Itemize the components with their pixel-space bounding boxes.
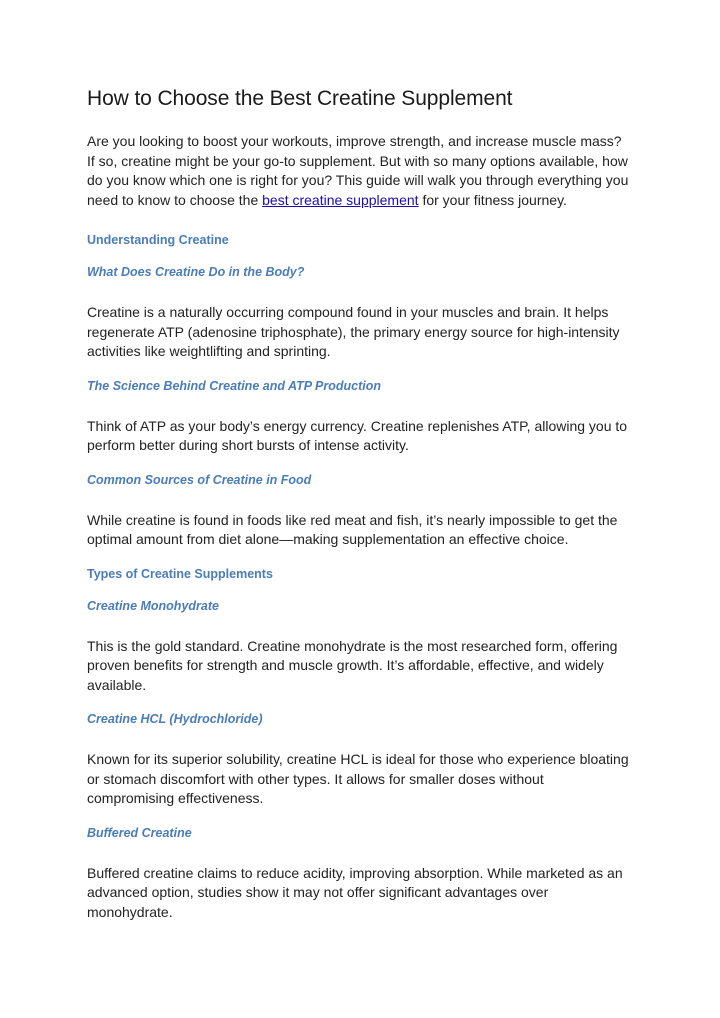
best-creatine-supplement-link[interactable]: best creatine supplement (262, 191, 419, 208)
page-title: How to Choose the Best Creatine Supplement (87, 87, 513, 110)
subheading-science-behind-atp: The Science Behind Creatine and ATP Production (87, 378, 382, 393)
subheading-common-sources: Common Sources of Creatine in Food (87, 472, 312, 487)
paragraph-creatine-hcl: Known for its superior solubility, creatine HCL is ideal for those who experience bloating or stomach discomfort with other types. It allows for smaller doses without compromising effectiveness. (87, 751, 629, 807)
paragraph-what-does-creatine-do: Creatine is a naturally occurring compound found in your muscles and brain. It helps regenerate ATP (adenosine triphosphate), the primary energy source for high-intensity activities like weightlifting and sprinting. (87, 304, 620, 360)
paragraph-common-sources: While creatine is found in foods like red meat and fish, it’s nearly impossible to get the optimal amount from diet alone—making supplementation an effective choice. (87, 511, 618, 548)
paragraph-science-behind-atp: Think of ATP as your body’s energy currency. Creatine replenishes ATP, allowing you to perform better during short bursts of intense activity. (87, 417, 628, 454)
section-heading-types: Types of Creatine Supplements (87, 566, 273, 581)
subheading-buffered-creatine: Buffered Creatine (87, 825, 192, 840)
section-heading-understanding: Understanding Creatine (87, 233, 229, 248)
paragraph-creatine-monohydrate: This is the gold standard. Creatine monohydrate is the most researched form, offering proven benefits for strength and muscle growth. It’s affordable, effective, and widely available. (87, 637, 618, 693)
intro-paragraph (87, 132, 632, 210)
subheading-what-does-creatine-do: What Does Creatine Do in the Body? (87, 265, 305, 280)
subheading-creatine-hcl: Creatine HCL (Hydrochloride) (87, 712, 263, 727)
intro-text-after: for your fitness journey. (418, 191, 567, 208)
subheading-creatine-monohydrate: Creatine Monohydrate (87, 598, 219, 613)
paragraph-buffered-creatine: Buffered creatine claims to reduce acidity, improving absorption. While marketed as an advanced option, studies show it may not offer significant advantages over monohydrate. (87, 864, 623, 920)
intro-text-before: Are you looking to boost your workouts, improve strength, and increase muscle mass? If so, creatine might be your go-to supplement. But with so many options available, how do you know which one is right for you? This guide will walk you through everything you need to know to choose the (87, 133, 629, 208)
document-page (87, 86, 632, 922)
